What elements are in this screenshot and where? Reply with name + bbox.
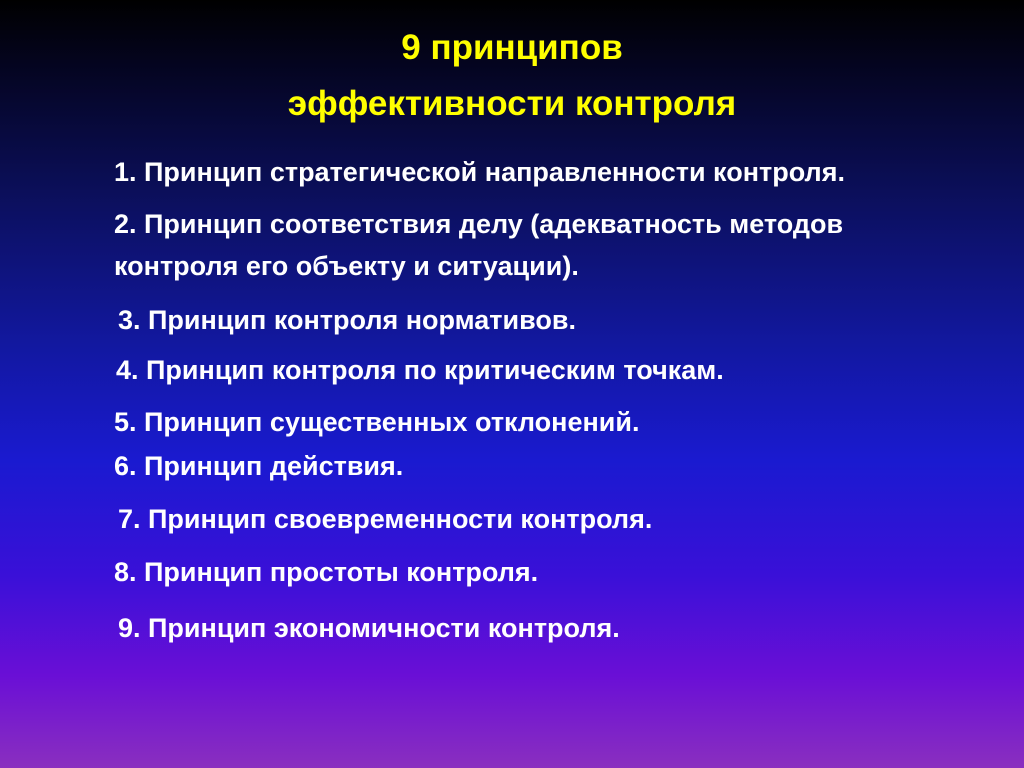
principle-4: 4. Принцип контроля по критическим точкам. [116, 355, 724, 385]
principle-7: 7. Принцип своевременности контроля. [118, 504, 653, 534]
principle-8: 8. Принцип простоты контроля. [114, 557, 539, 587]
principle-1: 1. Принцип стратегической направленности контроля. [114, 157, 845, 187]
principle-5: 5. Принцип существенных отклонений. [114, 407, 640, 437]
principle-9: 9. Принцип экономичности контроля. [118, 613, 620, 643]
slide-title-line-1: 9 принципов [401, 28, 623, 67]
principle-2-line-2: контроля его объекту и ситуации). [114, 251, 579, 281]
slide-title-line-2: эффективности контроля [287, 84, 737, 123]
principle-2-line-1: 2. Принцип соответствия делу (адекватность методов [114, 209, 844, 239]
principle-3: 3. Принцип контроля нормативов. [118, 305, 576, 335]
principle-6: 6. Принцип действия. [114, 451, 404, 481]
